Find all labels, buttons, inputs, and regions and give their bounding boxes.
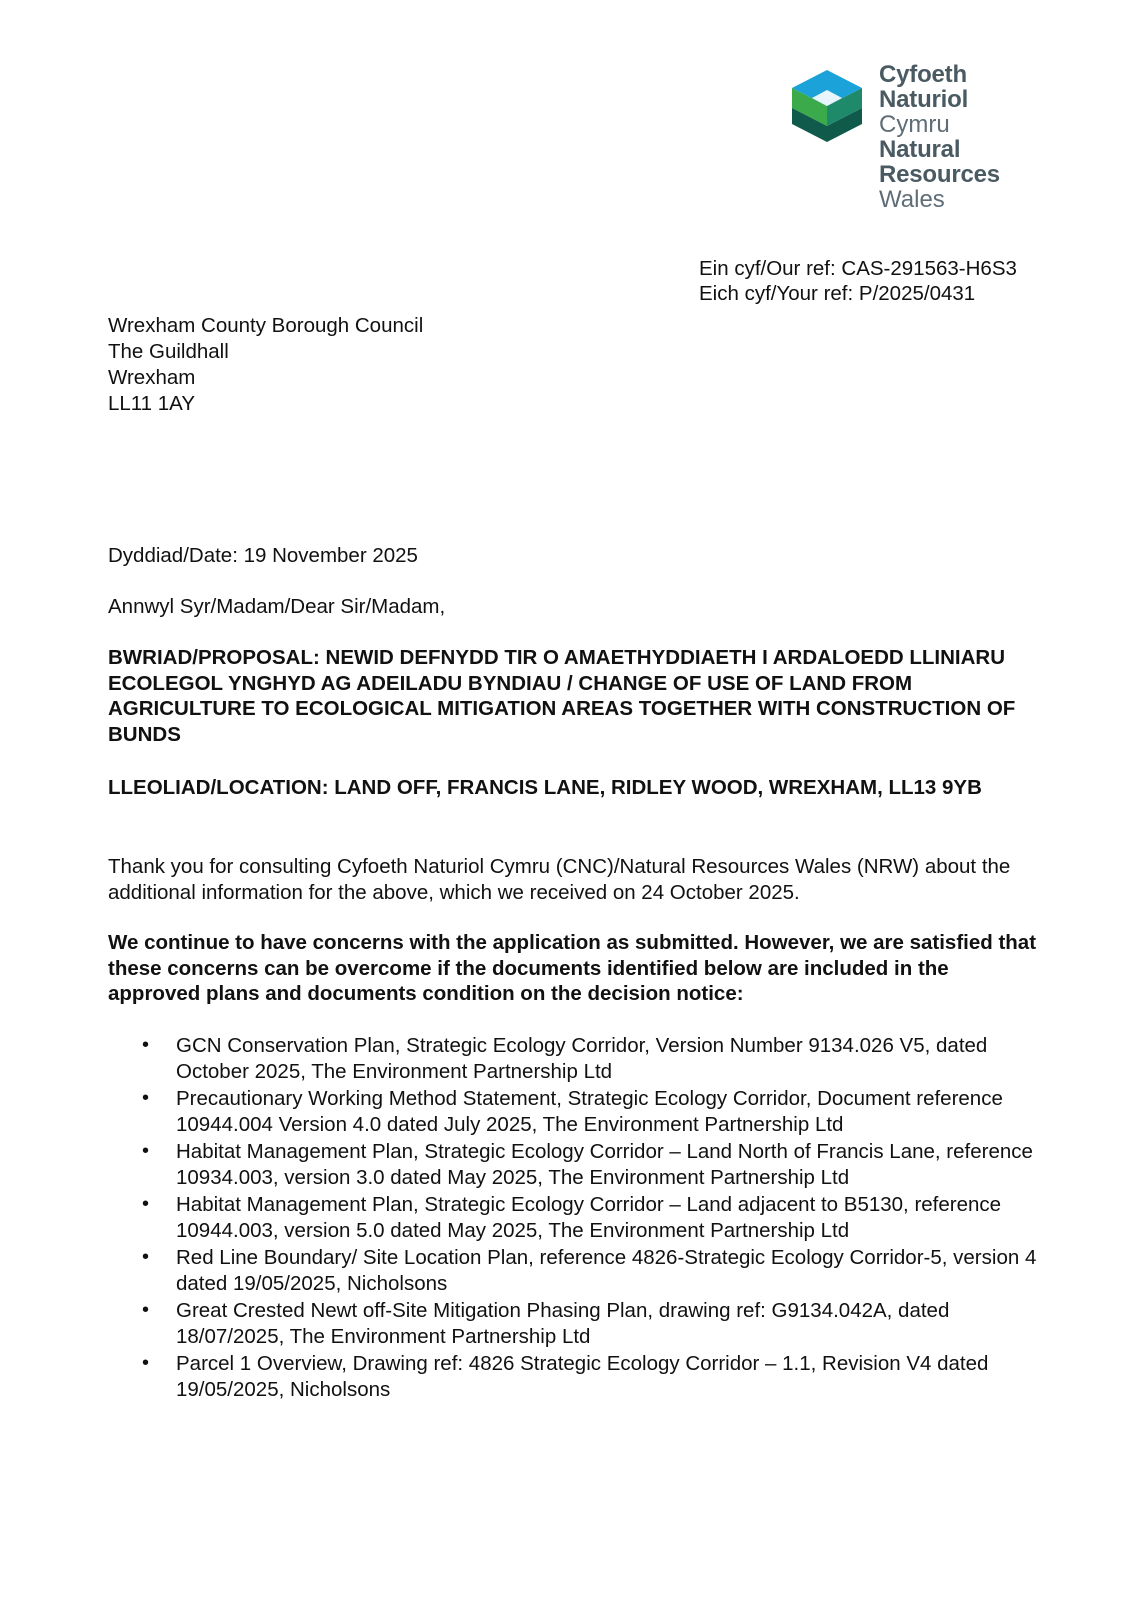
our-reference: Ein cyf/Our ref: CAS-291563-H6S3 bbox=[699, 257, 1017, 280]
thanks-paragraph: Thank you for consulting Cyfoeth Naturiol Cymru (CNC)/Natural Resources Wales (NRW) about the additional information for the above, which we received on 24 October 2025. bbox=[108, 855, 1011, 904]
location-heading: LLEOLIAD/LOCATION: LAND OFF, FRANCIS LANE, RIDLEY WOOD, WREXHAM, LL13 9YB bbox=[108, 776, 982, 799]
your-reference: Eich cyf/Your ref: P/2025/0431 bbox=[699, 282, 976, 305]
list-item: • Parcel 1 Overview, Drawing ref: 4826 Strategic Ecology Corridor – 1.1, Revision V4 dated 19/05/2025, Nicholsons bbox=[108, 1351, 1038, 1402]
list-item: • Great Crested Newt off-Site Mitigation Phasing Plan, drawing ref: G9134.042A, dated 18/07/2025, The Environment Partnership Ltd bbox=[108, 1298, 1038, 1349]
address-line-4: LL11 1AY bbox=[108, 392, 196, 415]
nrw-logo bbox=[790, 62, 1030, 222]
address-line-3: Wrexham bbox=[108, 366, 196, 389]
logo-line-wales: Wales bbox=[879, 186, 945, 213]
concern-paragraph: We continue to have concerns with the application as submitted. However, we are satisfied that these concerns can be overcome if the documents identified below are included in the approved plans and documents condition on the decision notice: bbox=[108, 931, 1037, 1005]
list-item: • Precautionary Working Method Statement, Strategic Ecology Corridor, Document reference 10944.004 Version 4.0 dated July 2025, The Environment Partnership Ltd bbox=[108, 1086, 1038, 1137]
letter-date: Dyddiad/Date: 19 November 2025 bbox=[108, 544, 418, 567]
address-line-1: Wrexham County Borough Council bbox=[108, 314, 424, 337]
logo-line-naturiol: Naturiol bbox=[879, 86, 969, 113]
list-item: • Habitat Management Plan, Strategic Ecology Corridor – Land adjacent to B5130, reference 10944.003, version 5.0 dated May 2025, The Environment Partnership Ltd bbox=[108, 1192, 1038, 1243]
list-item: • Habitat Management Plan, Strategic Ecology Corridor – Land North of Francis Lane, reference 10934.003, version 3.0 dated May 2025, The Environment Partnership Ltd bbox=[108, 1139, 1038, 1190]
salutation: Annwyl Syr/Madam/Dear Sir/Madam, bbox=[108, 595, 446, 618]
nrw-hexagon-logo-icon bbox=[790, 68, 864, 144]
logo-line-resources: Resources bbox=[879, 161, 1000, 188]
address-line-2: The Guildhall bbox=[108, 340, 229, 363]
list-item: • GCN Conservation Plan, Strategic Ecology Corridor, Version Number 9134.026 V5, dated October 2025, The Environment Partnership Ltd bbox=[108, 1033, 1038, 1084]
logo-line-cymru: Cymru bbox=[879, 111, 950, 138]
reference-block bbox=[699, 256, 1017, 306]
document-list bbox=[108, 1033, 1038, 1404]
list-item: • Red Line Boundary/ Site Location Plan, reference 4826-Strategic Ecology Corridor-5, version 4 dated 19/05/2025, Nicholsons bbox=[108, 1245, 1038, 1296]
logo-line-natural: Natural bbox=[879, 136, 961, 163]
recipient-address bbox=[108, 313, 423, 417]
logo-line-cyfoeth: Cyfoeth bbox=[879, 61, 967, 88]
nrw-logo-wordmark bbox=[879, 62, 1000, 212]
proposal-heading: BWRIAD/PROPOSAL: NEWID DEFNYDD TIR O AMAETHYDDIAETH I ARDALOEDD LLINIARU ECOLEGOL YNGHYD AG ADEILADU BYNDIAU / CHANGE OF USE OF LAND FROM AGRICULTURE TO ECOLOGICAL MITIGATION AREAS TOGETHER WITH CONSTRUCTION OF BUNDS bbox=[108, 646, 1016, 746]
